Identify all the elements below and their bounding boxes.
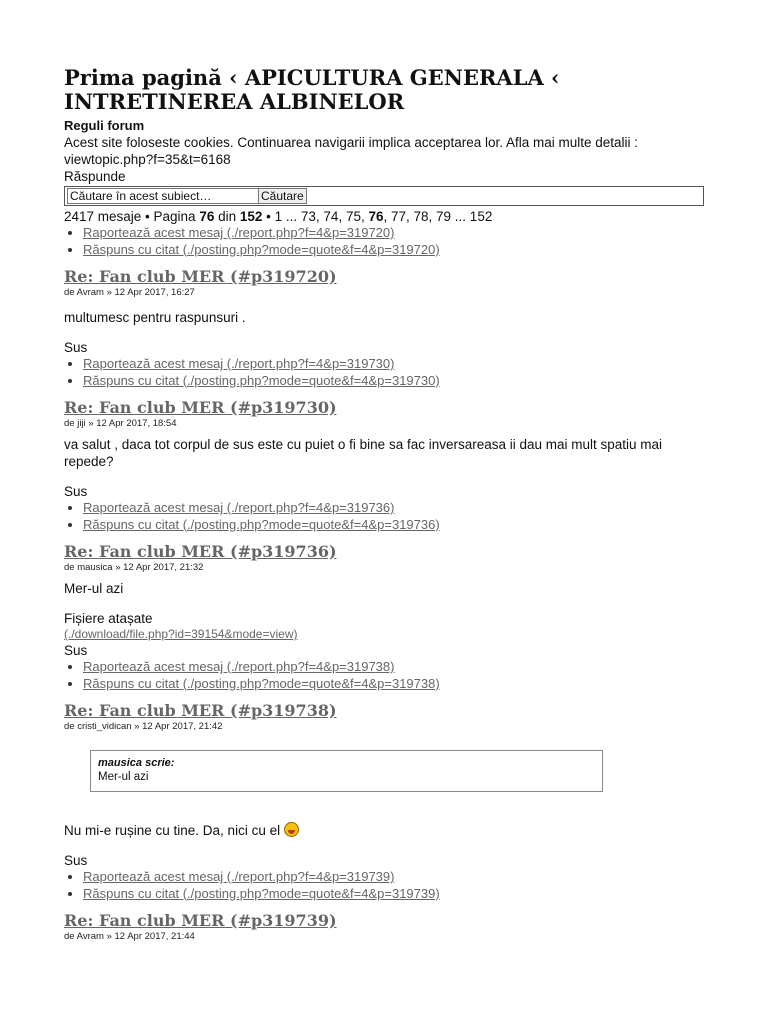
back-to-top-link[interactable]: Sus <box>64 484 88 499</box>
pagination-total: 152 <box>239 209 263 224</box>
post-meta: de jiji » 12 Apr 2017, 18:54 <box>64 418 177 429</box>
quote-reply-link[interactable]: Răspuns cu citat (./posting.php?mode=quote&f=4&p=319739) <box>83 885 440 901</box>
quote-reply-link[interactable]: Răspuns cu citat (./posting.php?mode=quote&f=4&p=319720) <box>83 241 440 257</box>
report-post-link[interactable]: Raportează acest mesaj (./report.php?f=4&p=319739) <box>83 869 395 884</box>
post-body: Nu mi-e rușine cu tine. Da, nici cu el <box>64 823 281 838</box>
pagination-prefix: 2417 mesaje • Pagina <box>64 209 200 224</box>
post-actions <box>64 356 706 389</box>
post-body: multumesc pentru raspunsuri . <box>64 310 246 325</box>
list-item <box>83 225 706 242</box>
post-title[interactable]: Re: Fan club MER (#p319720) <box>64 267 337 286</box>
list-item <box>83 242 706 259</box>
post-actions <box>64 500 706 533</box>
list-item <box>83 500 706 517</box>
quote-reply-link[interactable]: Răspuns cu citat (./posting.php?mode=quote&f=4&p=319736) <box>83 516 440 532</box>
search-input[interactable] <box>67 188 259 204</box>
attachments-label: Fișiere atașate <box>64 611 153 626</box>
list-item <box>83 869 706 886</box>
list-item <box>83 356 706 373</box>
cookie-notice: Acest site foloseste cookies. Continuarea navigarii implica acceptarea lor. Afla mai multe detalii : viewtopic.php?f=35&t=6168 <box>64 135 639 167</box>
post-body-line <box>64 822 706 839</box>
report-post-link[interactable]: Raportează acest mesaj (./report.php?f=4&p=319730) <box>83 356 395 371</box>
forum-page <box>64 66 706 943</box>
post-actions <box>64 225 706 258</box>
topic-search-bar <box>64 186 704 206</box>
page-title[interactable]: Prima pagină ‹ APICULTURA GENERALA ‹ INTRETINEREA ALBINELOR <box>64 65 560 114</box>
quote-author: mausica scrie: <box>98 757 175 769</box>
post-title[interactable]: Re: Fan club MER (#p319738) <box>64 701 337 720</box>
post-title[interactable]: Re: Fan club MER (#p319736) <box>64 542 337 561</box>
pagination-of: din <box>214 209 240 224</box>
reply-link[interactable]: Răspunde <box>64 169 126 184</box>
post-title[interactable]: Re: Fan club MER (#p319739) <box>64 911 337 930</box>
forum-post <box>64 398 706 533</box>
report-post-link[interactable]: Raportează acest mesaj (./report.php?f=4&p=319738) <box>83 659 395 674</box>
forum-post <box>64 701 706 902</box>
pagination-links-rest[interactable]: , 77, 78, 79 ... 152 <box>383 209 493 224</box>
forum-rules-link[interactable]: Reguli forum <box>64 118 145 133</box>
list-item <box>83 886 706 903</box>
list-item <box>83 659 706 676</box>
post-title[interactable]: Re: Fan club MER (#p319730) <box>64 398 337 417</box>
pagination-current: 76 <box>199 209 215 224</box>
tongue-smiley-icon <box>284 822 299 837</box>
forum-post <box>64 911 706 943</box>
post-meta: de mausica » 12 Apr 2017, 21:32 <box>64 562 204 573</box>
pagination-active-page: 76 <box>368 209 384 224</box>
forum-post <box>64 267 706 389</box>
list-item <box>83 676 706 693</box>
report-post-link[interactable]: Raportează acest mesaj (./report.php?f=4&p=319736) <box>83 500 395 515</box>
report-post-link[interactable]: Raportează acest mesaj (./report.php?f=4&p=319720) <box>83 225 395 240</box>
list-item <box>83 373 706 390</box>
post-actions <box>64 659 706 692</box>
pagination-links[interactable]: • 1 ... 73, 74, 75, <box>262 209 369 224</box>
quote-text: Mer-ul azi <box>98 771 149 783</box>
post-actions <box>64 869 706 902</box>
post-meta: de cristi_vidican » 12 Apr 2017, 21:42 <box>64 721 223 732</box>
quote-reply-link[interactable]: Răspuns cu citat (./posting.php?mode=quote&f=4&p=319730) <box>83 372 440 388</box>
search-button[interactable]: Căutare <box>258 188 307 204</box>
back-to-top-link[interactable]: Sus <box>64 643 88 658</box>
post-meta: de Avram » 12 Apr 2017, 21:44 <box>64 931 195 942</box>
quote-reply-link[interactable]: Răspuns cu citat (./posting.php?mode=quote&f=4&p=319738) <box>83 675 440 691</box>
forum-post <box>64 542 706 692</box>
back-to-top-link[interactable]: Sus <box>64 340 88 355</box>
quote-block <box>90 750 603 792</box>
post-body: Mer-ul azi <box>64 581 124 596</box>
post-body: va salut , daca tot corpul de sus este cu puiet o fi bine sa fac inversareasa ii dau mai mult spatiu mai repede? <box>64 437 663 469</box>
back-to-top-link[interactable]: Sus <box>64 853 88 868</box>
attachment-link[interactable]: (./download/file.php?id=39154&mode=view) <box>64 627 298 641</box>
post-meta: de Avram » 12 Apr 2017, 16:27 <box>64 287 195 298</box>
pagination <box>64 208 706 225</box>
list-item <box>83 517 706 534</box>
